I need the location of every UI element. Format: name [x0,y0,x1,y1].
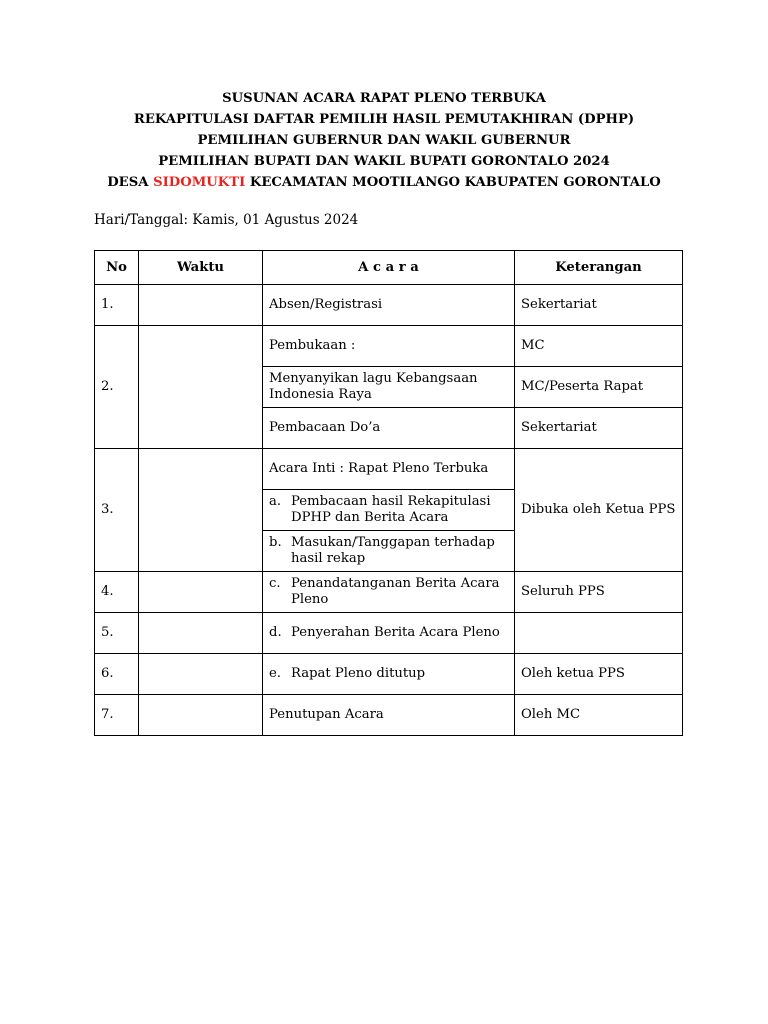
cell-acara [263,490,515,531]
list-item [269,666,508,682]
cell-no: 2. [95,326,139,449]
list-marker: b. [269,535,282,550]
cell-waktu [139,285,263,326]
cell-no: 1. [95,285,139,326]
cell-keterangan: Dibuka oleh Ketua PPS [515,449,683,572]
list-text: Penandatanganan Berita Acara Pleno [291,576,500,607]
cell-acara: Absen/Registrasi [263,285,515,326]
cell-acara: Menyanyikan lagu Kebangsaan Indonesia Raya [263,367,515,408]
cell-keterangan [515,613,683,654]
cell-waktu [139,326,263,449]
cell-acara: Penutupan Acara [263,695,515,736]
list-marker: e. [269,666,281,681]
cell-keterangan: MC [515,326,683,367]
cell-waktu [139,572,263,613]
list-marker: c. [269,576,281,591]
header-waktu: Waktu [139,251,263,285]
table-row [95,572,683,613]
title-line-4: PEMILIHAN BUPATI DAN WAKIL BUPATI GORONTALO 2024 [158,154,610,169]
cell-no: 6. [95,654,139,695]
list-item [269,625,508,641]
list-marker: d. [269,625,282,640]
cell-waktu [139,695,263,736]
cell-acara [263,572,515,613]
cell-keterangan: MC/Peserta Rapat [515,367,683,408]
title-line-3: PEMILIHAN GUBERNUR DAN WAKIL GUBERNUR [197,133,571,148]
list-text: Penyerahan Berita Acara Pleno [291,625,500,640]
agenda-table [94,250,683,736]
header-keterangan: Keterangan [515,251,683,285]
table-row [95,654,683,695]
title-line-2: REKAPITULASI DAFTAR PEMILIH HASIL PEMUTAKHIRAN (DPHP) [133,112,635,127]
list-item [269,535,508,567]
table-row [95,449,683,490]
list-item [269,576,508,608]
list-marker: a. [269,494,282,509]
village-name: SIDOMUKTI [153,175,246,190]
header-no: No [95,251,139,285]
cell-waktu [139,613,263,654]
cell-keterangan: Sekertariat [515,408,683,449]
title-line-5 [0,172,768,193]
cell-acara: Pembacaan Do’a [263,408,515,449]
cell-acara [263,654,515,695]
table-row [95,695,683,736]
meeting-date: Hari/Tanggal: Kamis, 01 Agustus 2024 [94,212,359,228]
cell-waktu [139,449,263,572]
cell-no: 7. [95,695,139,736]
title-line-1: SUSUNAN ACARA RAPAT PLENO TERBUKA [222,91,546,106]
title-line-5-suffix: KECAMATAN MOOTILANGO KABUPATEN GORONTALO [245,175,661,190]
cell-acara [263,613,515,654]
list-text: Pembacaan hasil Rekapitulasi DPHP dan Berita Acara [291,494,491,525]
cell-acara [263,531,515,572]
header-acara: A c a r a [263,251,515,285]
table-row [95,326,683,367]
document-title [0,88,768,193]
cell-acara: Pembukaan : [263,326,515,367]
title-line-5-prefix: DESA [107,175,154,190]
cell-keterangan: Oleh MC [515,695,683,736]
cell-waktu [139,654,263,695]
cell-keterangan: Seluruh PPS [515,572,683,613]
table-header-row [95,251,683,285]
list-item [269,494,508,526]
list-text: Masukan/Tanggapan terhadap hasil rekap [291,535,495,566]
table-row [95,285,683,326]
cell-keterangan: Sekertariat [515,285,683,326]
cell-no: 4. [95,572,139,613]
list-text: Rapat Pleno ditutup [291,666,426,681]
cell-acara: Acara Inti : Rapat Pleno Terbuka [263,449,515,490]
cell-no: 5. [95,613,139,654]
cell-keterangan: Oleh ketua PPS [515,654,683,695]
cell-no: 3. [95,449,139,572]
table-row [95,613,683,654]
